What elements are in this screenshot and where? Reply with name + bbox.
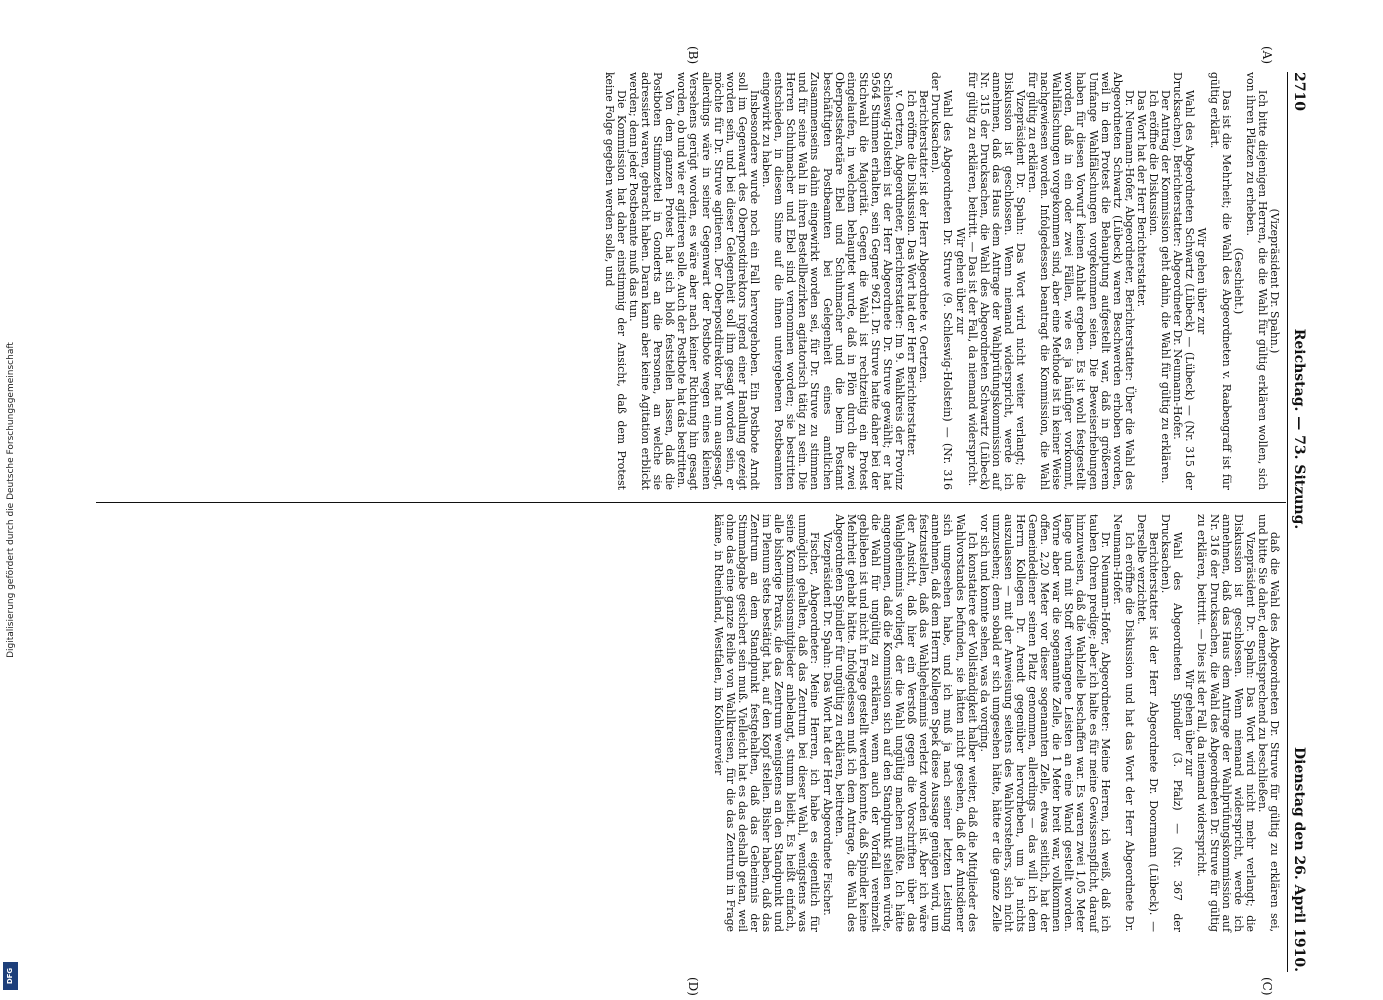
paragraph: Wir gehen über zur [953, 227, 967, 335]
margin-letter-a: (A) [1260, 46, 1274, 65]
paragraph: Dr. Neumann-Hofer, Abgeordneter, Berichterstatter: Über die Wahl des Abgeordneten Schwartz (Lübeck) waren Beschwerden erhoben worden, weil in dem Protest die Behauptung aufgestellt war, daß in größerem Umfange Wahlfälschungen vorgekommen seien. Die Beweiserhebungen haben für diesen Vorwurf keinen Anhalt ergeben. Es ist wohl festgestellt worden, daß in ein oder zwei Fällen, wie es ja häufiger vorkommt, Wahlfälschungen vorgekommen sind, aber eine Methode ist in keiner Weise nachgewiesen worden. Infolgedessen beantragt die Kommission, die Wahl für gültig zu erklären. [1026, 72, 1136, 490]
dfg-logo: DFG [3, 962, 18, 990]
paragraph: Berichterstatter ist der Herr Abgeordnete v. Oertzen. [917, 90, 931, 383]
column-divider [96, 502, 1286, 503]
paragraph: (Geschieht.) [1231, 247, 1245, 315]
header-date: Dienstag den 26. April 1910. [1291, 747, 1307, 972]
paragraph: Das Wort hat der Herr Berichterstatter. [1134, 90, 1148, 308]
paragraph: Fischer, Abgeordneter: Meine Herren, ich habe es eigentlich für unmöglich gehalten, daß das Zentrum bei dieser Wahl, wenigstens was seine Kommissionsmitglieder anbelangt, stumm bleibt. Es heißt einfach, alle bisherige Praxis, die das Zentrum wenigstens an den Standpunkt und im Plenum stets bestätigt hat, auf den Kopf stellen. Bisher haben, daß das Zentrum an dem Standpunkt festgehalten, daß das Geheimnis der Stimmabgabe gesichert sein muß. Vielleicht hat es das deshalb getan, weil ohne das eine ganze Reihe von Wahlkreisen, für die das Zentrum in Frage käme, in Rheinland, Westfalen, im Kohlenrevier [711, 514, 822, 932]
paragraph: Ich eröffne die Diskussion. Das Wort hat der Herr Berichterstatter. [905, 90, 919, 457]
header-title: Reichstag. — 73. Sitzung. [1291, 328, 1307, 530]
paragraph: Wir gehen über zur [1195, 227, 1209, 335]
paragraph: Dr. Neumann-Hofer, Abgeordneter: Meine Herren, ich weiß, daß ich tauben Ohren predige; aber ich halte es für meine Gewissenspflicht, darauf hinzuweisen, daß die Wahlzelle beschaffen war. Es waren zwei 1,05 Meter lange und mit Stoff verhangene Leisten an eine Wand gestellt worden. Vorne aber war die sogenannte Zelle, die 1 Meter breit war, vollkommen offen. 2,20 Meter vor dieser sogenannten Zelle, etwas seitlich, hat der Gemeindediener seinen Platz genommen, allerdings — das will ich dem Herrn Kollegen Dr. Arendt gegenüber hervorheben, um ja nichts auszulassen — mit der Anweisung seitens des Wahlvorstehers, sich nicht umzusehen; denn sobald er sich umgesehen hätte, hätte er die ganze Zelle vor sich und konnte sehen, was da vorging. [977, 514, 1112, 932]
paragraph: Ich eröffne die Diskussion. [1147, 90, 1161, 236]
left-column [603, 72, 1280, 490]
paragraph: Der Antrag der Kommission geht dahin, die Wahl für gültig zu erklären. [1159, 90, 1173, 484]
paragraph: Wir gehen über zur [1183, 669, 1197, 777]
paragraph: Vizepräsident Dr. Spahn: Das Wort hat der Herr Abgeordnete Fischer. [820, 532, 834, 916]
right-column [712, 514, 1280, 932]
rotated-page-content [95, 46, 1310, 996]
paragraph: Ich bitte diejenigen Herren, die die Wahl für gültig erklären wollen, sich von ihren Plätzen zu erheben. [1243, 72, 1269, 490]
page-number: 2710 [1291, 72, 1307, 111]
paragraph: Das ist die Mehrheit; die Wahl des Abgeordneten v. Raabengraff ist für gültig erklärt. [1207, 72, 1233, 490]
paragraph: (Vizepräsident Dr. Spahn.) [1268, 208, 1281, 354]
paragraph: Wahl des Abgeordneten Schwartz (Lübeck) — (Lübeck) — (Nr. 315 der Drucksachen). Berichterstatter: Abgeordneter Dr. Neumann-Hofer. [1171, 72, 1197, 490]
margin-letter-b: (B) [686, 46, 700, 65]
paragraph: Wahl des Abgeordneten Dr. Struve (9. Schleswig-Holstein) — (Nr. 316 der Drucksachen). [929, 72, 955, 490]
margin-letter-d: (D) [686, 977, 700, 996]
paragraph: Ich konstatiere der Vollständigkeit halber weiter, daß die Mitglieder des Wahlvorstandes befunden, sie hätten nicht gesehen, daß der Amtsdiener sich umgesehen habe, und ich muß ja nach seiner letzten Leistung annehmen, daß dem Herrn Kollegen Spek diese Aussage genügen wird, um festzustellen, daß das Wahlgeheimnis verletzt worden ist. Aber ich wäre der Ansicht, daß hier ein Verstoß gegen die Vorschriften über das Wahlgeheimnis vorliegt, der die Wahl ungültig machen müßte. Ich hätte angenommen, daß die Kommission sich auf den Standpunkt stellen würde, die Wahl für ungültig zu erklären, wenn auch der Vorfall vereinzelt geblieben ist und nicht in Frage gestellt werden konnte, daß Spindler keine Mehrheit gehabt hätte. Infolgedessen muß ich dem Antrage, die Wahl des Abgeordneten Spindler für ungültig zu erklären, beitreten. [832, 514, 979, 932]
paragraph: Die Kommission hat daher einstimmig der Ansicht, daß dem Protest keine Folge gegeben werden solle, und [602, 72, 628, 490]
paragraph: Von dem ganzen Protest hat sich bloß feststellen lassen, daß die Postboten Stimmzettel in Gonderts an die Personen, an welche sie adressiert waren, gebracht haben. Daran kann aber keine Agitation erblickt werden; denn jeder Postbeamte muß das tun. [627, 72, 677, 490]
margin-letter-c: (C) [1260, 977, 1274, 996]
digitization-credit: Digitalisierung gefördert durch die Deutsche Forschungsgemeinschaft [6, 342, 16, 658]
paragraph: v. Oertzen, Abgeordneter, Berichterstatter: Im 9. Wahlkreis der Provinz Schleswig-Holstein ist der Herr Abgeordnete Dr. Struve gewählt; er hat 9564 Stimmen erhalten, sein Gegner 9621. Dr. Struve hatte daher bei der Stichwahl die Majorität. Gegen die Wahl ist rechtzeitig ein Protest eingelaufen, in welchem behauptet wurde, daß in Plön durch die zwei Oberpostsekretäre Ebel und Schuhmacher und die beim Postamt beschäftigten Postbeamten bei Gelegenheit eines amtlichen Zusammenseins dahin eingewirkt worden sei, für Dr. Struve zu stimmen und für seine Wahl in ihren Bestellbezirken agitatorisch tätig zu sein. Die Herren Schuhmacher und Ebel sind vernommen worden; sie bestritten entschieden, in diesem Sinne auf die ihnen untergebenen Postbeamten eingewirkt zu haben. [760, 72, 907, 490]
paragraph: Berichterstatter ist der Herr Abgeordnete Dr. Doormann (Lübeck). — Derselbe verzichtet. [1134, 514, 1161, 932]
digitization-credit-bar [0, 0, 22, 1000]
running-header [1287, 72, 1310, 972]
paragraph: Vizepräsident Dr. Spahn: Das Wort wird nicht mehr verlangt; die Diskussion ist geschlossen. Wenn niemand widerspricht, werde ich annehmen, daß das Haus dem Antrage der Wahlprüfungskommission auf Nr. 316 der Drucksachen, die Wahl des Abgeordneten Dr. Struve für gültig zu erklären, beitritt. — Dies ist der Fall, da niemand widerspricht. [1195, 514, 1257, 932]
paragraph: Vizepräsident Dr. Spahn: Das Wort wird nicht weiter verlangt; die Diskussion ist geschlossen. Wenn niemand widerspricht, werde ich annehmen, daß das Haus dem Antrage der Wahlprüfungskommission auf Nr. 315 der Drucksachen, die Wahl des Abgeordneten Schwartz (Lübeck) für gültig zu erklären, beitritt. — Das ist der Fall, da niemand widerspricht. [965, 72, 1028, 490]
paragraph: Ich eröffne die Diskussion und hat das Wort der Herr Abgeordnete Dr. Neumann-Hofer. [1110, 514, 1136, 932]
paragraph: daß die Wahl des Abgeordneten Dr. Struve für gültig zu erklären sei, und bitte Sie daher, dementsprechend zu beschließen. [1255, 514, 1281, 932]
paragraph: Wahl des Abgeordneten Spindler (3. Pfalz) — (Nr. 367 der Drucksachen). [1159, 514, 1185, 932]
paragraph: Insbesondere wurde noch ein Fall hervorgehoben. Ein Postbote Arndt soll im Gegenwart des Oberpostdirektors irgend einer Handlung gezeigt worden sein, und bei dieser Gelegenheit soll ihm gesagt worden sein, er möchte für Dr. Struve agitieren. Der Oberpostdirektor hat nun ausgesagt, allerdings wäre in seiner Gegenwart der Postbote wegen eines kleinen Versehens gerügt worden, es wäre aber nach keiner Richtung hin gesagt worden, ob und wie er agitieren solle. Auch der Postbote hat das bestritten. [675, 72, 761, 490]
